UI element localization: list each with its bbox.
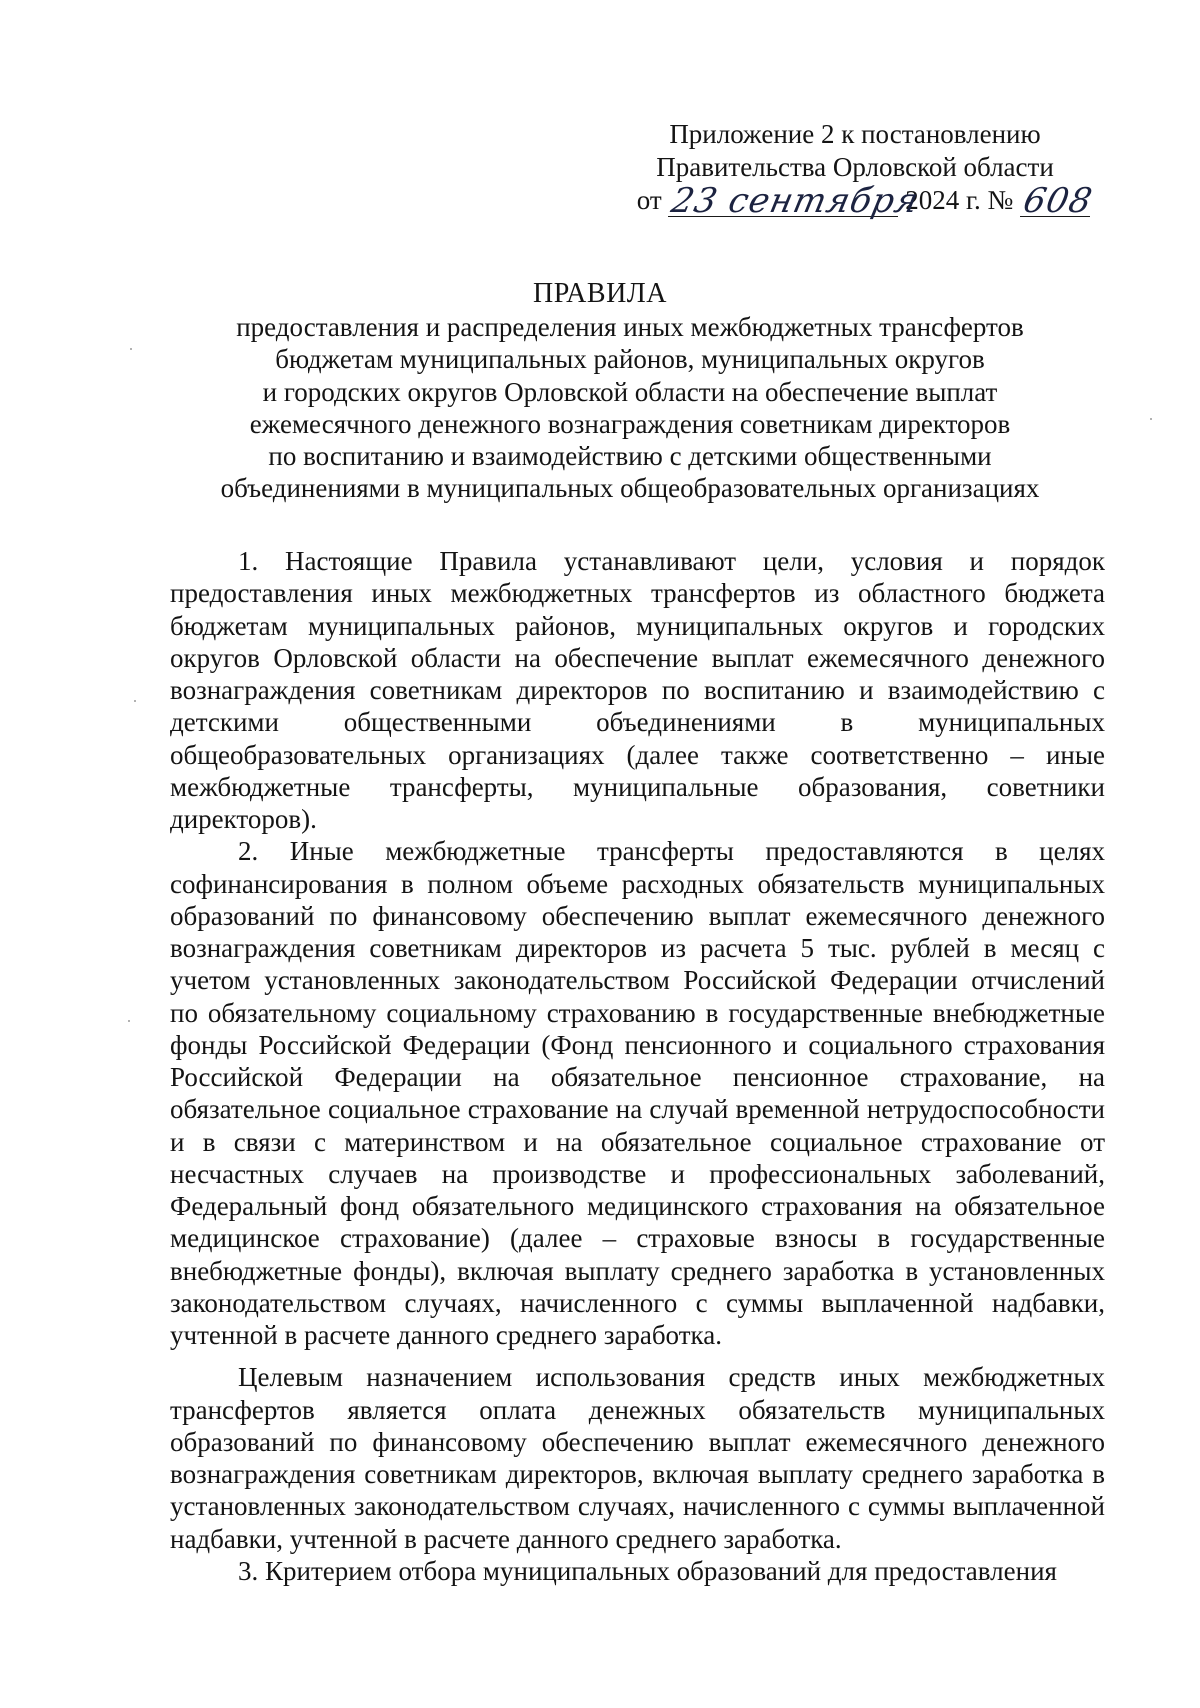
subtitle-line: по воспитанию и взаимодействию с детскими общественными (268, 441, 992, 472)
scan-speck (128, 1020, 130, 1022)
document-title: ПРАВИЛА (532, 278, 668, 309)
paragraph-2: 2. Иные межбюджетные трансферты предоставляются в целях софинансирования в полном объеме расходных обязательств муниципальных образований по финансовому обеспечению выплат ежемесячного денежного вознаграждения советникам директоров из расчета 5 тыс. рублей в месяц с учетом установленных законодательством Российской Федерации отчислений по обязательному социальному страхованию в государственные внебюджетные фонды Российской Федерации (Фонд пенсионного и социального страхования Российской Федерации на обязательное пенсионное страхование, на обязательное социальное страхование на случай временной нетрудоспособности и в связи с материнством и на обязательное социальное страхование от несчастных случаев на производстве и профессиональных заболеваний, Федеральный фонд обязательного медицинского страхования на обязательное медицинское страхование) (далее – страховые взносы в государственные внебюджетные фонды), включая выплату среднего заработка в установленных законодательством случаях, начисленного с суммы выплаченной надбавки, учтенной в расчете данного среднего заработка. (170, 836, 1105, 1350)
paragraph-3: 3. Критерием отбора муниципальных образований для предоставления (238, 1555, 1057, 1586)
appendix-date-line (620, 181, 1097, 221)
subtitle-line: и городских округов Орловской области на обеспечение выплат (262, 376, 998, 407)
scan-speck (134, 700, 136, 702)
subtitle-line: бюджетам муниципальных районов, муниципальных округов (275, 344, 985, 375)
scan-speck (130, 348, 132, 350)
number-fill-line (1019, 181, 1097, 221)
paragraph-1: 1. Настоящие Правила устанавливают цели, условия и порядок предоставления иных межбюджетных трансфертов из областного бюджета бюджетам муниципальных районов, муниципальных округов и городских округов Орловской области на обеспечение выплат ежемесячного денежного вознаграждения советникам директоров по воспитанию и взаимодействию с детскими общественными объединениями в муниципальных общеобразовательных организациях (далее также соответственно – иные межбюджетные трансферты, муниципальные образования, советники директоров). (170, 546, 1105, 834)
date-prefix: от (636, 185, 662, 215)
appendix-header (620, 118, 1097, 221)
handwritten-date: 23 сентября (668, 181, 924, 221)
subtitle-line: предоставления и распределения иных межбюджетных трансфертов (236, 312, 1024, 342)
subtitle-line: ежемесячного денежного вознаграждения советникам директоров (249, 408, 1011, 439)
paragraph-2-purpose: Целевым назначением использования средств иных межбюджетных трансфертов является оплата денежных обязательств муниципальных образований по финансовому обеспечению выплат ежемесячного денежного вознаграждения советникам директоров, включая выплату среднего заработка в установленных законодательством случаях, начисленного с суммы выплаченной надбавки, учтенной в расчете данного среднего заработка. (170, 1362, 1105, 1554)
appendix-line-1: Приложение 2 к постановлению (669, 119, 1041, 149)
scan-speck (1150, 418, 1152, 420)
document-subtitle (180, 311, 1080, 505)
subtitle-line: объединениями в муниципальных общеобразовательных организациях (220, 473, 1040, 504)
handwritten-number: 608 (1019, 181, 1097, 221)
document-body (170, 545, 1105, 1587)
year-number-label: 2024 г. № (905, 185, 1014, 215)
date-fill-line (668, 181, 924, 221)
appendix-line-2: Правительства Орловской области (656, 152, 1054, 182)
